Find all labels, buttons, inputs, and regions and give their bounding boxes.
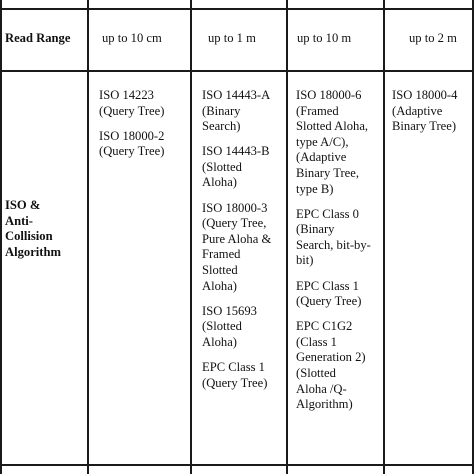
algorithm-entry-line: EPC Class 0 [296,206,359,221]
read-range-value: up to 10 cm [102,31,162,45]
algorithm-entry-line: Binary Tree, [296,165,359,180]
algorithm-entry-line: Aloha /Q- [296,381,347,396]
algorithm-entry [202,360,267,391]
algorithm-entry-line: (Class 1 [296,334,337,349]
algorithm-entry [202,88,270,135]
algorithm-header-line: Algorithm [5,244,61,259]
algorithm-entry-line: ISO 14443-B [202,144,270,159]
algorithm-entry-line: (Query Tree, [202,216,267,231]
algorithm-entry-line: (Framed [296,103,339,118]
algorithm-entry-line: Aloha) [202,334,237,349]
algorithm-entry-line: (Query Tree) [202,375,268,390]
algorithm-entry [99,88,164,119]
algorithm-entry-line: (Adaptive [296,150,347,165]
algorithm-entry-line: Slotted Aloha, [296,119,369,134]
algorithm-entry-line: Binary Tree) [392,119,457,134]
algorithm-entry [296,319,366,413]
algorithm-entry [202,201,271,295]
algorithm-entry-line: Pure Aloha & [202,231,272,246]
algorithm-entry [202,304,257,351]
algorithm-entry-line: ISO 15693 [202,303,257,318]
algorithm-entry [296,207,371,269]
row-divider [0,464,474,466]
algorithm-entry-line: ISO 18000-3 [202,200,268,215]
read-range-header: Read Range [5,31,71,45]
algorithm-entry-line: ISO 14223 [99,88,154,102]
algorithm-entry [296,279,361,310]
algorithm-entry-line: Algorithm) [296,397,353,412]
algorithm-entry-line: (Slotted [296,366,336,381]
algorithm-entry-line: type A/C), [296,134,349,149]
algorithm-entry-line: ISO 14443-A [202,88,271,102]
algorithm-header-line: ISO & [5,198,41,212]
algorithm-entry-line: EPC C1G2 [296,319,353,334]
row-divider [0,70,474,72]
read-range-value: up to 2 m [409,31,457,45]
algorithm-entry-line: (Slotted [202,319,242,334]
algorithm-entry [296,88,368,197]
algorithm-entry-line: Framed [202,247,241,262]
algorithm-entry-line: Slotted [202,262,238,277]
algorithm-entry-line: Aloha) [202,278,237,293]
algorithm-entry-line: ISO 18000-2 [99,128,165,143]
algorithm-header [5,198,61,260]
algorithm-entry-line: Generation 2) [296,350,366,365]
algorithm-entry-line: ISO 18000-4 [392,88,458,102]
algorithm-header-line: Anti- [5,213,33,228]
algorithm-header-line: Collision [5,229,53,244]
algorithm-entry-line: bit) [296,253,314,268]
algorithm-entry-line: Search, bit-by- [296,237,371,252]
algorithm-entry-line: (Binary [296,222,335,237]
algorithm-entry-line: type B) [296,181,334,196]
algorithm-entry-line: EPC Class 1 [296,278,359,293]
algorithm-entry [392,88,457,135]
algorithm-entry [202,144,270,191]
algorithm-entry-line: (Slotted [202,159,242,174]
algorithm-entry-line: (Query Tree) [99,103,165,118]
read-range-value: up to 1 m [208,31,256,45]
algorithm-entry-line: (Query Tree) [99,144,165,159]
row-divider [0,8,474,10]
algorithm-entry-line: (Binary [202,103,241,118]
algorithm-entry-line: Search) [202,119,241,134]
read-range-value: up to 10 m [297,31,352,45]
algorithm-entry [99,129,164,160]
algorithm-entry-line: ISO 18000-6 [296,88,362,102]
algorithm-entry-line: EPC Class 1 [202,360,265,374]
algorithm-entry-line: (Query Tree) [296,294,362,309]
algorithm-entry-line: (Adaptive [392,103,443,118]
algorithm-entry-line: Aloha) [202,175,237,190]
